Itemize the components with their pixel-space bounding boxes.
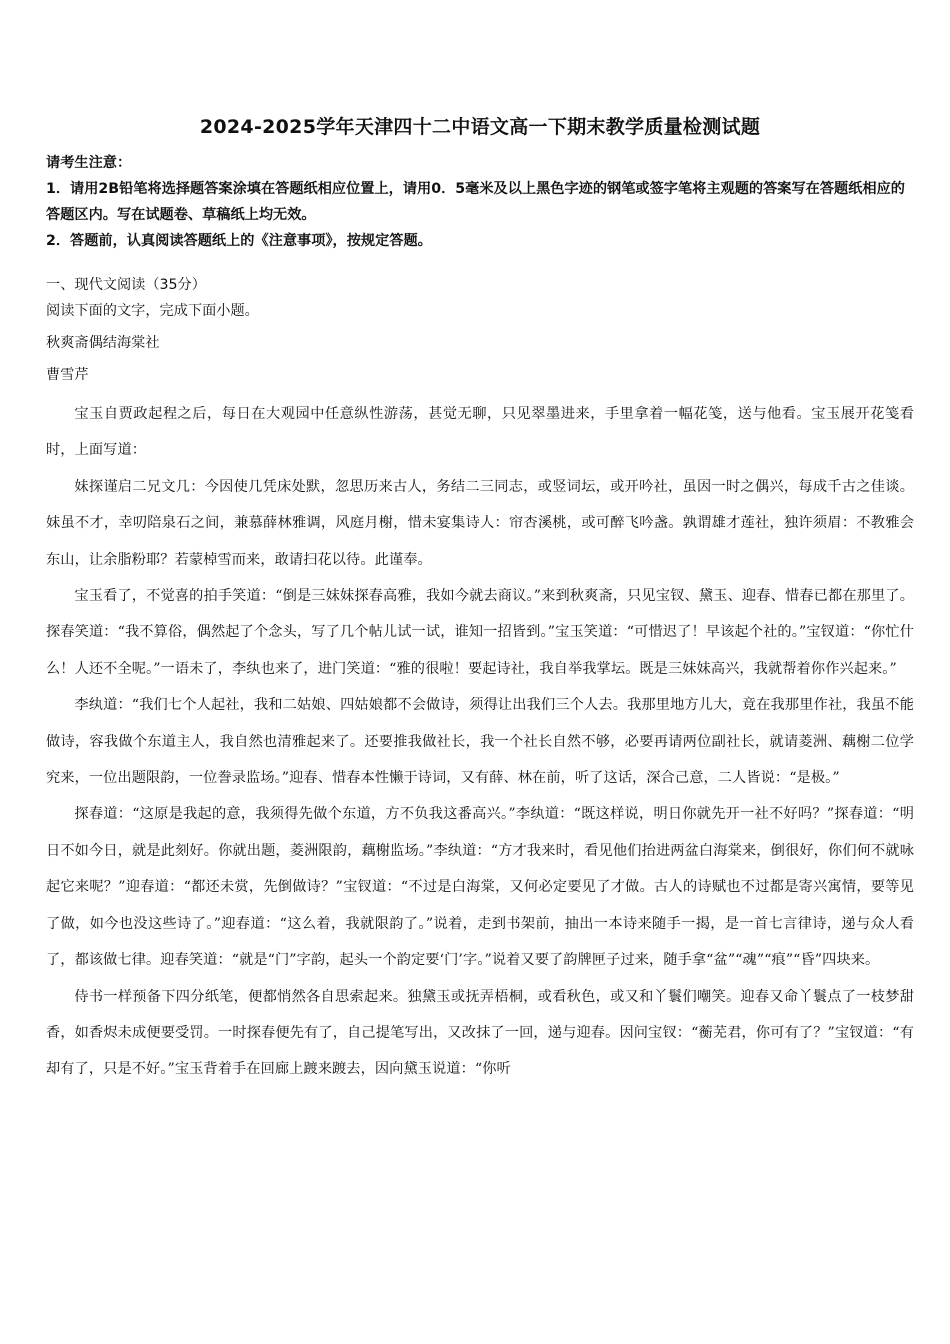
reading-section xyxy=(46,272,914,1088)
section-heading: 一、现代文阅读（35分） xyxy=(46,277,206,293)
notice-heading: 请考生注意： xyxy=(46,155,132,171)
notice-item-2: 2．答题前，认真阅读答题纸上的《注意事项》，按规定答题。 xyxy=(46,233,432,249)
passage-paragraph: 侍书一样预备下四分纸笔，便都悄然各自思索起来。独黛玉或抚弄梧桐，或看秋色，或又和丫鬟们嘲笑。迎春又命丫鬟点了一枝梦甜香，如香烬未成便要受罚。一时探春便先有了，自己提笔写出，又改抹了一回，递与迎春。因问宝钗：“蘅芜君，你可有了？”宝钗道：“有却有了，只是不好。”宝玉背着手在回廊上踱来踱去，因向黛玉说道：“你听 xyxy=(46,988,914,1078)
exam-notice xyxy=(46,150,914,254)
notice-item-1: 1．请用2B铅笔将选择题答案涂填在答题纸相应位置上，请用0．5毫米及以上黑色字迹的钢笔或签字笔将主观题的答案写在答题纸相应的答题区内。写在试题卷、草稿纸上均无效。 xyxy=(46,181,905,223)
passage-paragraph: 探春道：“这原是我起的意，我须得先做个东道，方不负我这番高兴。”李纨道：“既这样说，明日你就先开一社不好吗？”探春道：“明日不如今日，就是此刻好。你就出题，菱洲限韵，藕榭监场。”李纨道：“方才我来时，看见他们抬进两盆白海棠来，倒很好，你们何不就咏起它来呢？”迎春道：“都还未赏，先倒做诗？”宝钗道：“不过是白海棠，又何必定要见了才做。古人的诗赋也不过都是寄兴寓情，要等见了做，如今也没这些诗了。”迎春道：“这么着，我就限韵了。”说着，走到书架前，抽出一本诗来随手一揭，是一首七言律诗，递与众人看了，都该做七律。迎春笑道：“就是“门”字韵，起头一个韵定要‘门’字。”说着又要了韵牌匣子过来，随手拿“盆”“魂”“痕”“昏”四块来。 xyxy=(46,806,914,969)
passage-title: 秋爽斋偶结海棠社 xyxy=(46,335,160,351)
passage-author: 曹雪芹 xyxy=(46,367,89,383)
page-title: 2024-2025学年天津四十二中语文高一下期末教学质量检测试题 xyxy=(199,116,761,138)
passage-paragraph: 宝玉看了，不觉喜的拍手笑道：“倒是三妹妹探春高雅，我如今就去商议。”来到秋爽斋，只见宝钗、黛玉、迎春、惜春已都在那里了。探春笑道：“我不算俗，偶然起了个念头，写了几个帖儿试一试，谁知一招皆到。”宝玉笑道：“可惜迟了！早该起个社的。”宝钗道：“你忙什么！人还不全呢。”一语未了，李纨也来了，进门笑道：“雅的很啦！要起诗社，我自举我掌坛。既是三妹妹高兴，我就帮着你作兴起来。” xyxy=(46,588,914,677)
passage-paragraph: 宝玉自贾政起程之后，每日在大观园中任意纵性游荡，甚觉无聊，只见翠墨进来，手里拿着一幅花笺，送与他看。宝玉展开花笺看时，上面写道： xyxy=(46,406,914,459)
section-instruction: 阅读下面的文字，完成下面小题。 xyxy=(46,303,259,319)
passage-paragraph: 李纨道：“我们七个人起社，我和二姑娘、四姑娘都不会做诗，须得让出我们三个人去。我那里地方儿大，竟在我那里作社，我虽不能做诗，容我做个东道主人，我自然也清雅起来了。还要推我做社长，我一个社长自然不够，必要再请两位副社长，就请菱洲、藕榭二位学究来，一位出题限韵，一位誊录监场。”迎春、惜春本性懒于诗词，又有薛、林在前，听了这话，深合己意，二人皆说：“是极。” xyxy=(46,697,914,787)
passage-paragraph: 妹探谨启二兄文几：今因使几凭床处默，忽思历来古人，务结二三同志，或竖词坛，或开吟社，虽因一时之偶兴，每成千古之佳谈。妹虽不才，幸叨陪泉石之间，兼慕薛林雅调，风庭月榭，惜未宴集诗人：帘杏溪桃，或可醉飞吟盏。孰谓雄才莲社，独许须眉：不教雅会东山，让余脂粉耶？若蒙棹雪而来，敢请扫花以待。此谨奉。 xyxy=(46,478,914,568)
passage-body xyxy=(46,396,914,1088)
